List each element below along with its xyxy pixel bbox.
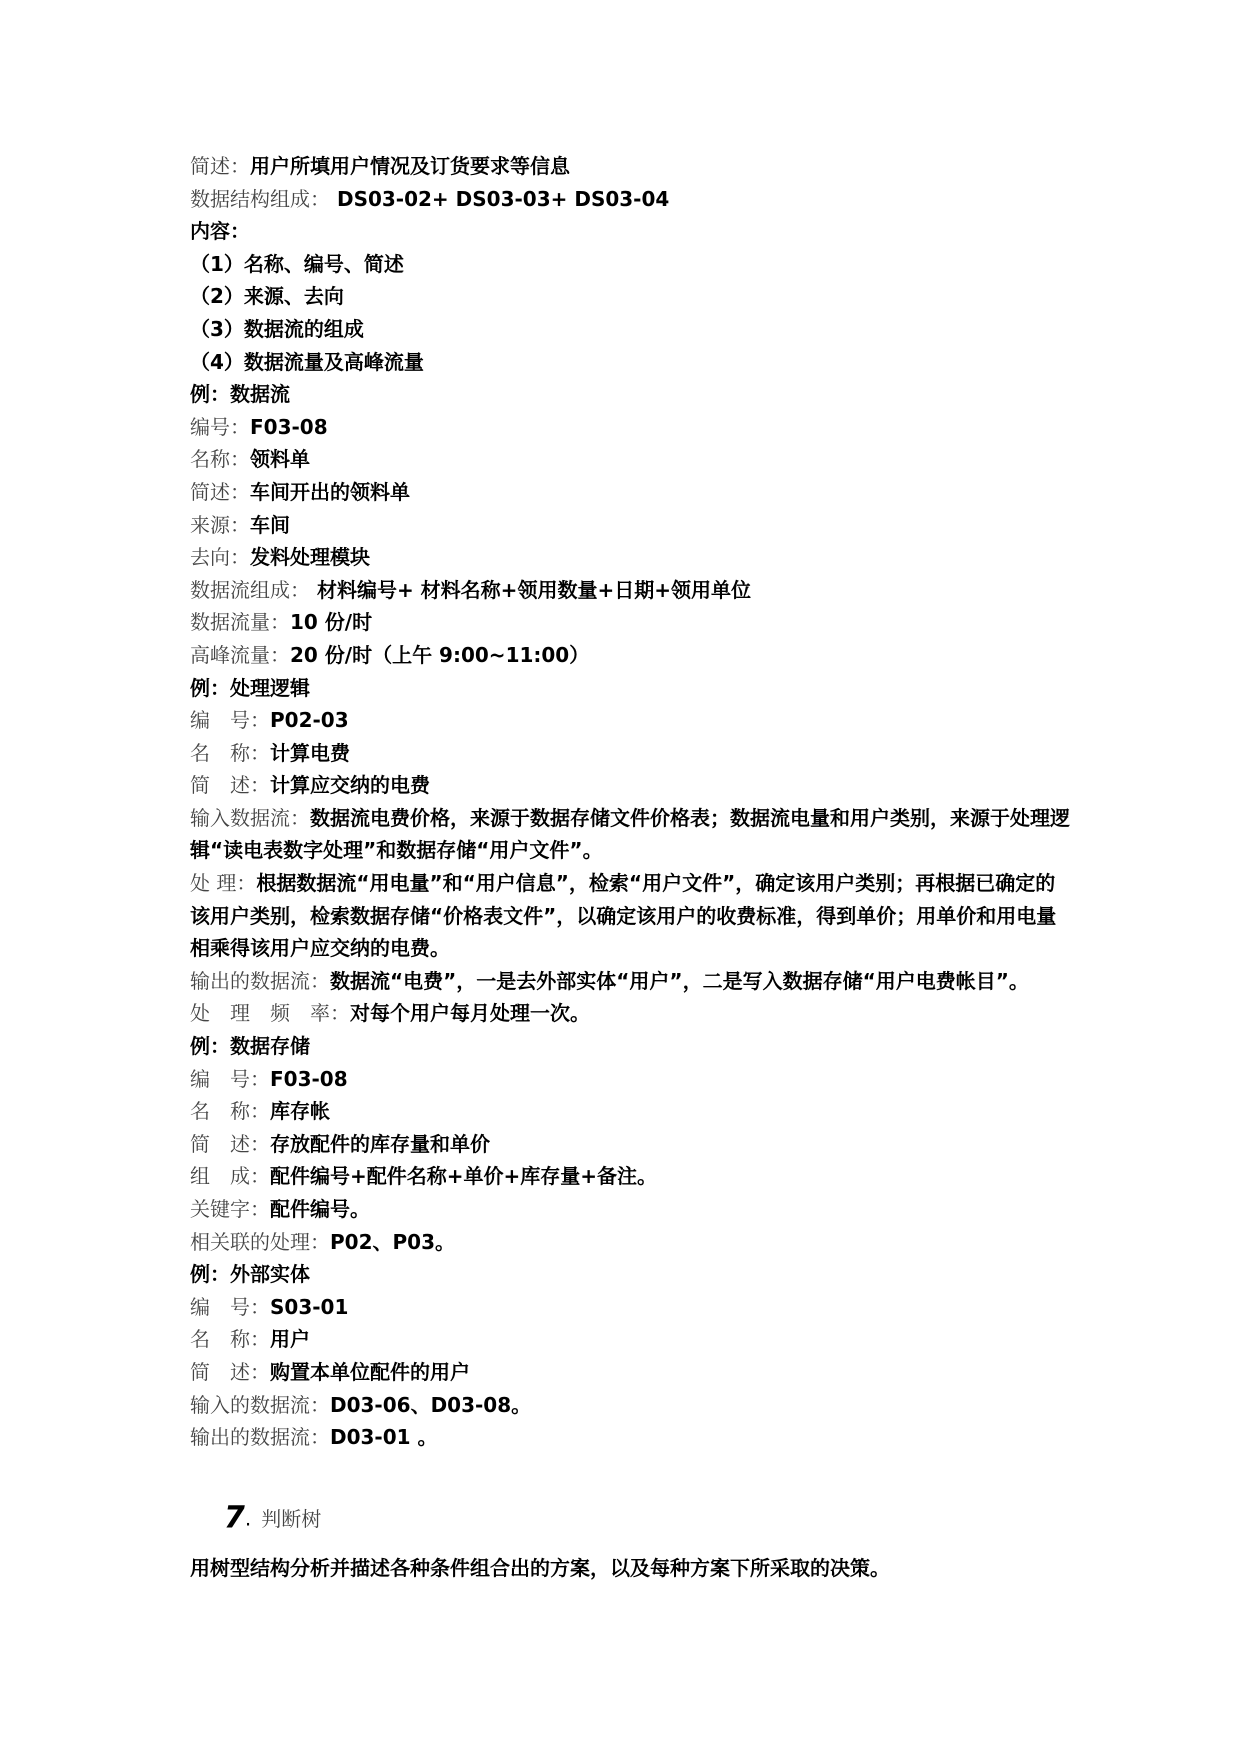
field-label: 数据结构组成： [190,186,330,211]
field-line [190,1095,1070,1128]
field-value: 用户 [270,1327,310,1352]
line-heading: （3）数据流的组成 [190,316,364,341]
field-line [190,1193,1070,1226]
field-line [190,802,1070,867]
field-label: 数据流量： [190,610,290,635]
line-heading: 例：数据存储 [190,1034,310,1059]
field-value: 车间 [250,512,290,537]
heading-line [190,248,1070,281]
field-line [190,541,1070,574]
field-line [190,150,1070,183]
section-number: 7 [224,1500,245,1536]
field-line [190,183,1070,216]
line-heading: （1）名称、编号、简述 [190,251,404,276]
section-dot: . [244,1506,252,1531]
line-heading: （2）来源、去向 [190,284,344,309]
field-label: 名 称： [190,1327,270,1352]
field-line [190,1128,1070,1161]
field-label: 关键字： [190,1197,270,1221]
heading-line [190,313,1070,346]
field-label: 输出的数据流： [190,1425,330,1450]
field-value: 计算电费 [270,740,350,765]
section-heading [224,1498,321,1538]
field-value: F03-08 [270,1066,348,1091]
field-value: 发料处理模块 [250,545,370,570]
field-label: 编 号： [190,1294,270,1319]
heading-line [190,280,1070,313]
line-heading: （4）数据流量及高峰流量 [190,349,424,374]
field-line [190,1389,1070,1422]
field-line [190,867,1070,965]
field-value: 配件编号。 [270,1197,370,1221]
field-value: 计算应交纳的电费 [270,773,430,798]
field-line [190,704,1070,737]
field-label: 名 称： [190,1099,270,1124]
field-line [190,965,1070,998]
field-line [190,574,1070,607]
section-title: 判断树 [261,1506,322,1531]
field-line [190,1291,1070,1324]
line-heading: 例：外部实体 [190,1262,310,1287]
field-value: 购置本单位配件的用户 [270,1359,470,1384]
field-line [190,1063,1070,1096]
field-value: 领料单 [250,447,310,472]
field-value: 根据数据流“用电量”和“用户信息”，检索“用户文件”，确定该用户类别；再根据已确定的该用户类别，检索数据存储“价格表文件”，以确定该用户的收费标准，得到单价；用单价和用电量相乘得该用户应交纳的电费。 [190,871,1057,961]
field-label: 编 号： [190,708,270,733]
field-label: 简述： [190,479,250,504]
field-line [190,443,1070,476]
field-line [190,1421,1070,1454]
field-label: 简述： [190,154,250,178]
field-label: 数据流组成： [190,577,310,602]
field-value: 数据流电费价格，来源于数据存储文件价格表；数据流电量和用户类别，来源于处理逻辑“读电表数字处理”和数据存储“用户文件”。 [190,805,1070,863]
field-label: 高峰流量： [190,642,290,667]
field-label: 输入数据流： [190,805,310,830]
field-line [190,1160,1070,1193]
field-line [190,1323,1070,1356]
heading-line [190,346,1070,379]
field-label: 相关联的处理： [190,1229,330,1254]
heading-line [190,672,1070,705]
field-label: 来源： [190,512,250,537]
field-label: 输出的数据流： [190,968,330,993]
field-label: 处 理： [190,871,257,896]
field-line [190,997,1070,1030]
field-label: 简 述： [190,1359,270,1384]
field-line [190,639,1070,672]
heading-line [190,1030,1070,1063]
field-line [190,1226,1070,1259]
field-line [190,509,1070,542]
line-heading: 例：数据流 [190,382,290,407]
field-line [190,411,1070,444]
line-heading: 例：处理逻辑 [190,675,310,700]
field-value: 20 份/时（上午 9:00~11:00） [290,642,590,667]
field-value: D03-01 。 [330,1425,438,1450]
field-label: 编 号： [190,1066,270,1091]
field-label: 简 述： [190,1131,270,1156]
field-value: 对每个用户每月处理一次。 [350,1001,590,1026]
line-heading: 内容： [190,219,250,244]
closing-paragraph: 用树型结构分析并描述各种条件组合出的方案，以及每种方案下所采取的决策。 [190,1556,890,1580]
field-value: P02、P03。 [330,1229,455,1254]
field-value: D03-06、D03-08。 [330,1392,532,1417]
field-value: 数据流“电费”，一是去外部实体“用户”，二是写入数据存储“用户电费帐目”。 [330,968,1029,993]
field-value: 用户所填用户情况及订货要求等信息 [250,154,570,178]
field-value: P02-03 [270,708,349,733]
field-value: DS03-02+ DS03-03+ DS03-04 [330,186,670,211]
field-line [190,769,1070,802]
field-label: 简 述： [190,773,270,798]
field-line [190,476,1070,509]
field-label: 编号： [190,414,250,439]
heading-line [190,378,1070,411]
field-label: 名称： [190,447,250,472]
field-label: 去向： [190,545,250,570]
field-value: 配件编号+配件名称+单价+库存量+备注。 [270,1164,658,1189]
field-value: S03-01 [270,1294,349,1319]
field-value: 存放配件的库存量和单价 [270,1131,490,1156]
field-line [190,606,1070,639]
field-value: 10 份/时 [290,610,373,635]
field-value: 库存帐 [270,1099,330,1124]
heading-line [190,1258,1070,1291]
field-label: 输入的数据流： [190,1392,330,1417]
heading-line [190,215,1070,248]
field-value: 车间开出的领料单 [250,479,410,504]
field-label: 处 理 频 率： [190,1001,350,1026]
document-body [190,150,1070,1454]
field-value: F03-08 [250,414,328,439]
field-label: 组 成： [190,1164,270,1189]
field-value: 材料编号+ 材料名称+领用数量+日期+领用单位 [310,577,751,602]
field-line [190,737,1070,770]
field-line [190,1356,1070,1389]
field-label: 名 称： [190,740,270,765]
